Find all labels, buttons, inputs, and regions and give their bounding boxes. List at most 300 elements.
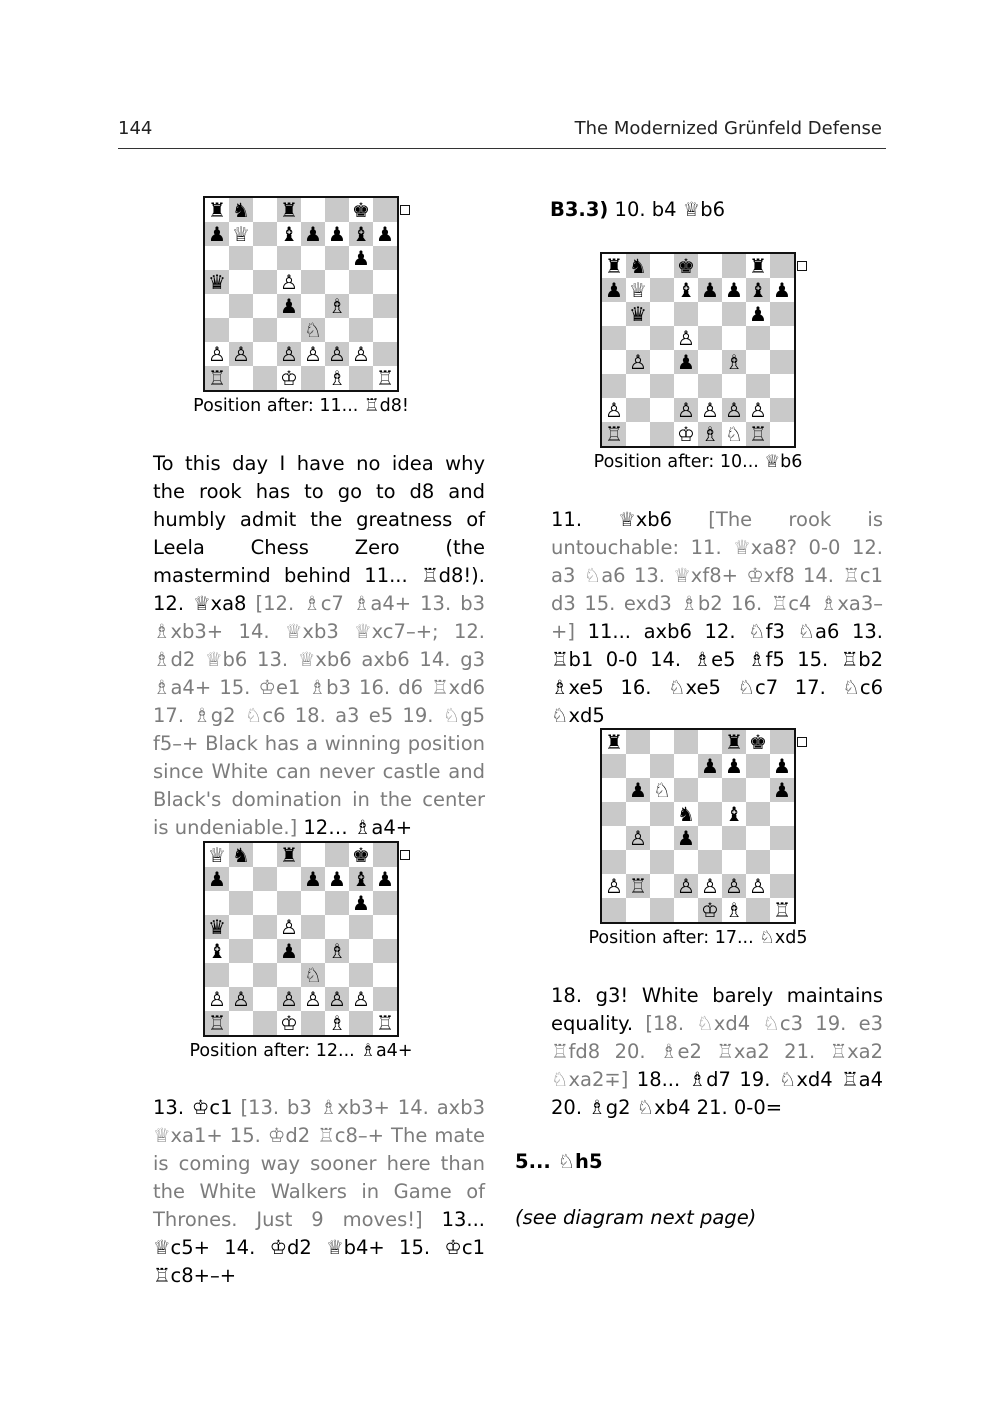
- board-square: [770, 422, 794, 446]
- board-square: [698, 326, 722, 350]
- board-square: [253, 867, 277, 891]
- board-square: [722, 826, 746, 850]
- board-square: [650, 350, 674, 374]
- board-square: [349, 342, 373, 366]
- chess-piece-icon: ♙: [749, 874, 767, 898]
- board-square: [602, 350, 626, 374]
- board-square: [229, 987, 253, 1011]
- board-square: [229, 270, 253, 294]
- mainline-text: To this day I have no idea why the rook has to go to d8 and humbly admit the greatness of Leela Chess Zero (the mastermind behind 11... ♖d8!). 12. ♕xa8: [153, 452, 485, 615]
- chess-piece-icon: ♞: [232, 198, 250, 222]
- board-square: [770, 802, 794, 826]
- commentary-block-4: [551, 982, 883, 1122]
- chess-diagram-4: [600, 728, 796, 924]
- board-square: [229, 939, 253, 963]
- board-square: [722, 302, 746, 326]
- variation-text: [18. ♘xd4 ♘c3 19. e3 ♖fd8 20. ♗e2 ♖xa2 21. ♖xa2 ♘xa2∓]: [551, 1012, 883, 1091]
- chess-piece-icon: ♔: [677, 422, 695, 446]
- board-square: [325, 246, 349, 270]
- board-square: [770, 826, 794, 850]
- board-square: [325, 891, 349, 915]
- board-square: [325, 939, 349, 963]
- variation-text: [13. b3 ♗xb3+ 14. axb3 ♕xa1+ 15. ♔d2 ♖c8–+ The mate is coming way sooner here than the White Walkers in Game of Thrones. Just 9 moves!]: [153, 1096, 485, 1231]
- chess-piece-icon: ♕: [629, 278, 647, 302]
- board-square: [602, 898, 626, 922]
- board-square: [698, 802, 722, 826]
- page-number: 144: [118, 118, 153, 139]
- board-square: [301, 222, 325, 246]
- board-square: [746, 422, 770, 446]
- board-square: [770, 254, 794, 278]
- board-square: [602, 874, 626, 898]
- chess-piece-icon: ♝: [280, 222, 298, 246]
- chess-piece-icon: ♟: [677, 350, 695, 374]
- board-square: [301, 843, 325, 867]
- board-square: [253, 891, 277, 915]
- board-square: [229, 1011, 253, 1035]
- chess-piece-icon: ♟: [773, 754, 791, 778]
- board-square: [229, 867, 253, 891]
- chess-piece-icon: ♙: [280, 915, 298, 939]
- board-square: [650, 278, 674, 302]
- board-square: [770, 398, 794, 422]
- board-square: [373, 366, 397, 390]
- board-square: [205, 318, 229, 342]
- board-square: [626, 326, 650, 350]
- board-square: [205, 270, 229, 294]
- chess-piece-icon: ♙: [280, 270, 298, 294]
- board-square: [722, 350, 746, 374]
- chess-diagram-2: [203, 841, 399, 1037]
- board-square: [277, 270, 301, 294]
- board-square: [674, 874, 698, 898]
- chess-piece-icon: ♔: [701, 898, 719, 922]
- board-square: [746, 754, 770, 778]
- chess-piece-icon: ♗: [725, 350, 743, 374]
- chess-piece-icon: ♟: [629, 778, 647, 802]
- board-square: [325, 843, 349, 867]
- board-square: [698, 898, 722, 922]
- board-square: [698, 254, 722, 278]
- chess-piece-icon: ♟: [352, 891, 370, 915]
- mainline-text: 13... ♕c5+ 14. ♔d2 ♕b4+ 15. ♔c1 ♖c8+–+: [153, 1208, 486, 1287]
- mainline-text: 12… ♗a4+: [297, 816, 413, 839]
- chess-piece-icon: ♙: [280, 342, 298, 366]
- board-square: [349, 915, 373, 939]
- board-square: [770, 778, 794, 802]
- chess-piece-icon: ♙: [629, 826, 647, 850]
- side-to-move-marker: [797, 737, 807, 747]
- chess-piece-icon: ♙: [304, 987, 322, 1011]
- mainline-text: 11. ♕xb6: [551, 508, 673, 531]
- board-square: [253, 294, 277, 318]
- chess-piece-icon: ♟: [725, 754, 743, 778]
- board-square: [229, 366, 253, 390]
- board-square: [349, 939, 373, 963]
- board-square: [253, 270, 277, 294]
- board-square: [698, 730, 722, 754]
- board-square: [746, 278, 770, 302]
- board-square: [373, 891, 397, 915]
- book-title: The Modernized Grünfeld Defense: [574, 118, 882, 139]
- board-square: [277, 246, 301, 270]
- board-square: [325, 366, 349, 390]
- board-square: [626, 826, 650, 850]
- board-square: [722, 850, 746, 874]
- section-heading-b33: [550, 198, 725, 221]
- board-square: [626, 398, 650, 422]
- board-square: [253, 987, 277, 1011]
- board-square: [746, 374, 770, 398]
- board-square: [650, 898, 674, 922]
- board-square: [674, 422, 698, 446]
- board-square: [373, 843, 397, 867]
- board-square: [698, 778, 722, 802]
- chess-piece-icon: ♟: [208, 867, 226, 891]
- board-square: [325, 342, 349, 366]
- mainline-text: 11... axb6 12. ♘f3 ♘a6 13. ♖b1 0-0 14. ♗e5 ♗f5 15. ♖b2 ♗xe5 16. ♘xe5 ♘c7 17. ♘c6 ♘xd5: [551, 620, 883, 727]
- chess-piece-icon: ♙: [677, 326, 695, 350]
- board-square: [373, 270, 397, 294]
- chess-piece-icon: ♗: [328, 1011, 346, 1035]
- board-square: [602, 278, 626, 302]
- board-square: [301, 270, 325, 294]
- board-square: [205, 867, 229, 891]
- board-square: [277, 843, 301, 867]
- chess-piece-icon: ♛: [208, 915, 226, 939]
- board-square: [325, 915, 349, 939]
- board-square: [770, 898, 794, 922]
- board-square: [602, 374, 626, 398]
- chess-piece-icon: ♘: [725, 422, 743, 446]
- board-square: [301, 1011, 325, 1035]
- diagram-caption-3: Position after: 10... ♕b6: [593, 452, 803, 472]
- board-square: [626, 278, 650, 302]
- board-square: [674, 802, 698, 826]
- board-square: [722, 730, 746, 754]
- board-square: [373, 222, 397, 246]
- board-square: [602, 422, 626, 446]
- board-square: [301, 963, 325, 987]
- board-square: [277, 891, 301, 915]
- chess-piece-icon: ♜: [725, 730, 743, 754]
- board-square: [770, 730, 794, 754]
- chess-piece-icon: ♟: [328, 222, 346, 246]
- chess-piece-icon: ♝: [208, 939, 226, 963]
- board-square: [626, 898, 650, 922]
- board-square: [205, 1011, 229, 1035]
- chess-piece-icon: ♙: [701, 398, 719, 422]
- board-square: [770, 374, 794, 398]
- chess-piece-icon: ♙: [725, 398, 743, 422]
- chess-piece-icon: ♟: [677, 826, 695, 850]
- board-square: [722, 374, 746, 398]
- board-square: [722, 898, 746, 922]
- board-square: [373, 987, 397, 1011]
- board-square: [746, 778, 770, 802]
- board-square: [301, 939, 325, 963]
- board-square: [373, 867, 397, 891]
- board-square: [674, 730, 698, 754]
- board-square: [325, 987, 349, 1011]
- board-square: [325, 198, 349, 222]
- board-square: [698, 398, 722, 422]
- board-square: [349, 867, 373, 891]
- board-square: [770, 874, 794, 898]
- board-square: [301, 867, 325, 891]
- chess-piece-icon: ♚: [677, 254, 695, 278]
- chess-piece-icon: ♕: [232, 222, 250, 246]
- chess-piece-icon: ♞: [677, 802, 695, 826]
- board-square: [626, 850, 650, 874]
- variation-text: [12. ♗c7 ♗a4+ 13. b3 ♗xb3+ 14. ♕xb3 ♕xc7–+; 12. ♗d2 ♕b6 13. ♕xb6 axb6 14. g3 ♗a4+ 15. ♔e1 ♗b3 16. d6 ♖xd6 17. ♗g2 ♘c6 18. a3 e5 19. ♘g5 f5–+ Black has a winning position since White can never castle and Black's domination in the center is undeniable.]: [153, 592, 485, 839]
- chess-piece-icon: ♗: [701, 422, 719, 446]
- chess-piece-icon: ♗: [328, 939, 346, 963]
- board-square: [205, 366, 229, 390]
- board-square: [602, 826, 626, 850]
- board-square: [626, 254, 650, 278]
- chess-piece-icon: ♜: [280, 843, 298, 867]
- chess-piece-icon: ♙: [304, 342, 322, 366]
- board-square: [349, 843, 373, 867]
- board-square: [650, 326, 674, 350]
- board-square: [229, 222, 253, 246]
- chess-piece-icon: ♙: [208, 987, 226, 1011]
- board-square: [277, 198, 301, 222]
- board-square: [277, 318, 301, 342]
- board-square: [253, 222, 277, 246]
- board-square: [746, 302, 770, 326]
- page-header: [118, 114, 886, 149]
- mainline-text: 18... ♗d7 19. ♘xd4 ♖a4 20. ♗g2 ♘xb4 21. 0-0=: [551, 1068, 883, 1119]
- board-square: [253, 366, 277, 390]
- board-square: [349, 366, 373, 390]
- board-square: [722, 802, 746, 826]
- board-square: [770, 850, 794, 874]
- board-square: [674, 302, 698, 326]
- board-square: [770, 350, 794, 374]
- board-square: [626, 302, 650, 326]
- board-square: [674, 850, 698, 874]
- board-square: [674, 254, 698, 278]
- board-square: [205, 342, 229, 366]
- board-square: [253, 246, 277, 270]
- board-square: [349, 270, 373, 294]
- board-square: [602, 850, 626, 874]
- chess-piece-icon: ♙: [677, 398, 695, 422]
- commentary-block-2: [153, 1094, 485, 1290]
- board-square: [602, 730, 626, 754]
- board-square: [277, 939, 301, 963]
- board-square: [626, 754, 650, 778]
- diagram-caption-4: Position after: 17... ♘xd5: [588, 928, 808, 948]
- chess-piece-icon: ♗: [328, 366, 346, 390]
- chess-diagram-1: [203, 196, 399, 392]
- board-square: [205, 294, 229, 318]
- board-square: [698, 302, 722, 326]
- board-square: [650, 730, 674, 754]
- chess-piece-icon: ♟: [773, 778, 791, 802]
- board-square: [674, 898, 698, 922]
- board-square: [650, 826, 674, 850]
- chess-piece-icon: ♖: [208, 1011, 226, 1035]
- board-square: [626, 874, 650, 898]
- board-square: [301, 246, 325, 270]
- board-square: [650, 398, 674, 422]
- board-square: [746, 826, 770, 850]
- board-square: [373, 246, 397, 270]
- chess-piece-icon: ♙: [605, 874, 623, 898]
- board-square: [373, 294, 397, 318]
- board-square: [373, 198, 397, 222]
- board-square: [602, 254, 626, 278]
- mainline-text: 13. ♔c1: [153, 1096, 233, 1119]
- chess-piece-icon: ♝: [677, 278, 695, 302]
- chess-piece-icon: ♟: [376, 222, 394, 246]
- board-square: [602, 802, 626, 826]
- commentary-block-3: [551, 506, 883, 730]
- board-square: [253, 843, 277, 867]
- board-square: [650, 802, 674, 826]
- board-square: [325, 867, 349, 891]
- diagram-caption-1: Position after: 11... ♖d8!: [193, 396, 409, 416]
- board-square: [253, 342, 277, 366]
- board-square: [205, 222, 229, 246]
- board-square: [349, 294, 373, 318]
- chess-piece-icon: ♖: [605, 422, 623, 446]
- move-heading: 5... ♘h5: [515, 1150, 603, 1173]
- board-square: [277, 867, 301, 891]
- board-square: [698, 754, 722, 778]
- chess-piece-icon: ♙: [328, 342, 346, 366]
- board-square: [205, 987, 229, 1011]
- section-moves: 10. b4 ♕b6: [614, 198, 725, 221]
- board-square: [698, 826, 722, 850]
- board-square: [770, 302, 794, 326]
- chess-piece-icon: ♟: [749, 302, 767, 326]
- chess-piece-icon: ♙: [232, 342, 250, 366]
- board-square: [698, 422, 722, 446]
- board-square: [722, 278, 746, 302]
- board-square: [674, 278, 698, 302]
- board-square: [205, 915, 229, 939]
- board-square: [746, 326, 770, 350]
- board-square: [626, 730, 650, 754]
- board-square: [674, 778, 698, 802]
- board-square: [349, 246, 373, 270]
- board-square: [746, 254, 770, 278]
- board-square: [602, 302, 626, 326]
- board-square: [253, 318, 277, 342]
- section-label: B3.3): [550, 198, 609, 221]
- board-square: [277, 987, 301, 1011]
- board-square: [674, 326, 698, 350]
- board-square: [674, 826, 698, 850]
- board-square: [746, 730, 770, 754]
- chess-piece-icon: ♗: [725, 898, 743, 922]
- board-square: [698, 350, 722, 374]
- side-to-move-marker: [797, 261, 807, 271]
- board-square: [277, 963, 301, 987]
- board-square: [373, 939, 397, 963]
- board-square: [349, 1011, 373, 1035]
- chess-piece-icon: ♘: [304, 963, 322, 987]
- board-square: [674, 754, 698, 778]
- diagram-caption-2: Position after: 12... ♗a4+: [189, 1041, 413, 1061]
- side-to-move-marker: [400, 850, 410, 860]
- chess-piece-icon: ♛: [629, 302, 647, 326]
- board-square: [205, 963, 229, 987]
- board-square: [229, 915, 253, 939]
- chess-piece-icon: ♟: [280, 294, 298, 318]
- board-square: [722, 398, 746, 422]
- board-square: [277, 294, 301, 318]
- board-square: [349, 318, 373, 342]
- board-square: [277, 915, 301, 939]
- mainline-text: 18. g3! White barely maintains equality.: [551, 984, 883, 1035]
- chess-piece-icon: ♙: [701, 874, 719, 898]
- board-square: [722, 874, 746, 898]
- board-square: [253, 198, 277, 222]
- chess-piece-icon: ♝: [725, 802, 743, 826]
- board-square: [301, 198, 325, 222]
- board-square: [205, 843, 229, 867]
- chess-piece-icon: ♖: [749, 422, 767, 446]
- commentary-block-1: [153, 450, 485, 842]
- board-square: [746, 350, 770, 374]
- chess-piece-icon: ♙: [208, 342, 226, 366]
- board-square: [626, 802, 650, 826]
- board-square: [325, 222, 349, 246]
- board-square: [650, 422, 674, 446]
- board-square: [373, 318, 397, 342]
- board-square: [626, 350, 650, 374]
- board-square: [722, 778, 746, 802]
- board-square: [602, 754, 626, 778]
- board-square: [301, 891, 325, 915]
- chess-piece-icon: ♙: [280, 987, 298, 1011]
- chess-piece-icon: ♟: [701, 754, 719, 778]
- chess-piece-icon: ♟: [725, 278, 743, 302]
- board-square: [698, 278, 722, 302]
- chess-piece-icon: ♟: [304, 867, 322, 891]
- chess-piece-icon: ♟: [376, 867, 394, 891]
- board-square: [229, 963, 253, 987]
- board-square: [325, 270, 349, 294]
- variation-text: [The rook is untouchable: 11. ♕xa8? 0-0 12. a3 ♘a6 13. ♕xf8+ ♔xf8 14. ♖c1 d3 15. exd3 ♗b2 16. ♖c4 ♗xa3–+]: [551, 508, 883, 643]
- board-square: [650, 254, 674, 278]
- board-square: [650, 874, 674, 898]
- board-square: [349, 963, 373, 987]
- board-square: [674, 350, 698, 374]
- board-square: [301, 294, 325, 318]
- chess-piece-icon: ♙: [749, 398, 767, 422]
- chess-diagram-3: [600, 252, 796, 448]
- board-square: [746, 850, 770, 874]
- chess-piece-icon: ♔: [280, 366, 298, 390]
- board-square: [626, 422, 650, 446]
- chess-piece-icon: ♖: [376, 1011, 394, 1035]
- board-square: [349, 987, 373, 1011]
- board-square: [205, 246, 229, 270]
- chess-piece-icon: ♞: [232, 843, 250, 867]
- chess-piece-icon: ♗: [328, 294, 346, 318]
- board-square: [373, 342, 397, 366]
- chess-piece-icon: ♜: [605, 730, 623, 754]
- board-square: [349, 198, 373, 222]
- chess-piece-icon: ♚: [749, 730, 767, 754]
- chess-piece-icon: ♜: [280, 198, 298, 222]
